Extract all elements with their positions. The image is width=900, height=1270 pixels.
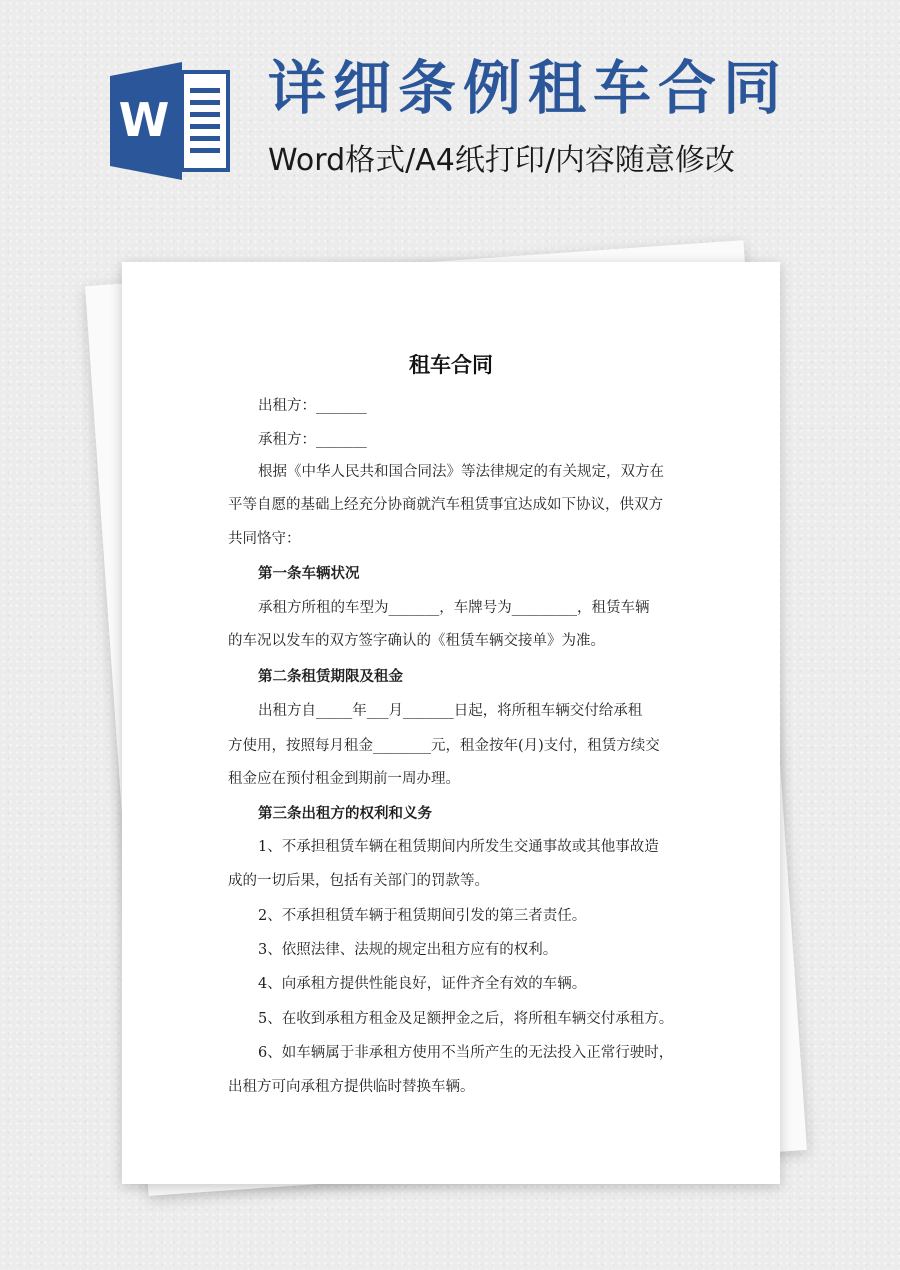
lessee-line: 承租方：_______ (258, 432, 367, 448)
article-1-line: 的车况以发车的双方签字确认的《租赁车辆交接单》为准。 (228, 633, 605, 649)
lessor-line: 出租方：_______ (258, 398, 367, 414)
article-3-item: 4、向承租方提供性能良好，证件齐全有效的车辆。 (258, 976, 587, 992)
article-3-item: 出租方可向承租方提供临时替换车辆。 (228, 1079, 475, 1095)
article-3-item: 6、如车辆属于非承租方使用不当所产生的无法投入正常行驶时， (258, 1045, 674, 1061)
article-2-line: 出租方自_____年___月_______日起，将所租车辆交付给承租 (258, 703, 643, 719)
article-3-item: 2、不承担租赁车辆于租赁期间引发的第三者责任。 (258, 908, 587, 924)
article-3-heading: 第三条出租方的权利和义务 (258, 805, 432, 822)
article-1-line: 承租方所租的车型为_______，车牌号为_________，租赁车辆 (258, 600, 650, 616)
preamble-line: 平等自愿的基础上经充分协商就汽车租赁事宜达成如下协议，供双方 (228, 497, 663, 513)
page-title: 详细条例租车合同 (268, 54, 789, 122)
article-2-line: 方使用，按照每月租金________元，租金按年(月)支付，租赁方续交 (228, 738, 660, 754)
preamble-line: 根据《中华人民共和国合同法》等法律规定的有关规定，双方在 (258, 464, 664, 480)
document-page (122, 262, 780, 1184)
article-1-heading: 第一条车辆状况 (258, 565, 360, 582)
word-document-icon (110, 62, 230, 180)
article-3-item: 3、依照法律、法规的规定出租方应有的权利。 (258, 942, 558, 958)
article-3-item: 5、在收到承租方租金及足额押金之后，将所租车辆交付承租方。 (258, 1011, 674, 1027)
article-2-line: 租金应在预付租金到期前一周办理。 (228, 771, 460, 787)
preamble-line: 共同恪守： (228, 531, 301, 547)
article-3-item: 成的一切后果，包括有关部门的罚款等。 (228, 873, 489, 889)
article-2-heading: 第二条租赁期限及租金 (258, 668, 403, 685)
page-subtitle: Word格式/A4纸打印/内容随意修改 (268, 143, 735, 178)
word-logo-letter: W (118, 93, 170, 147)
article-3-item: 1、不承担租赁车辆在租赁期间内所发生交通事故或其他事故造 (258, 839, 659, 855)
document-title: 租车合同 (409, 352, 493, 377)
